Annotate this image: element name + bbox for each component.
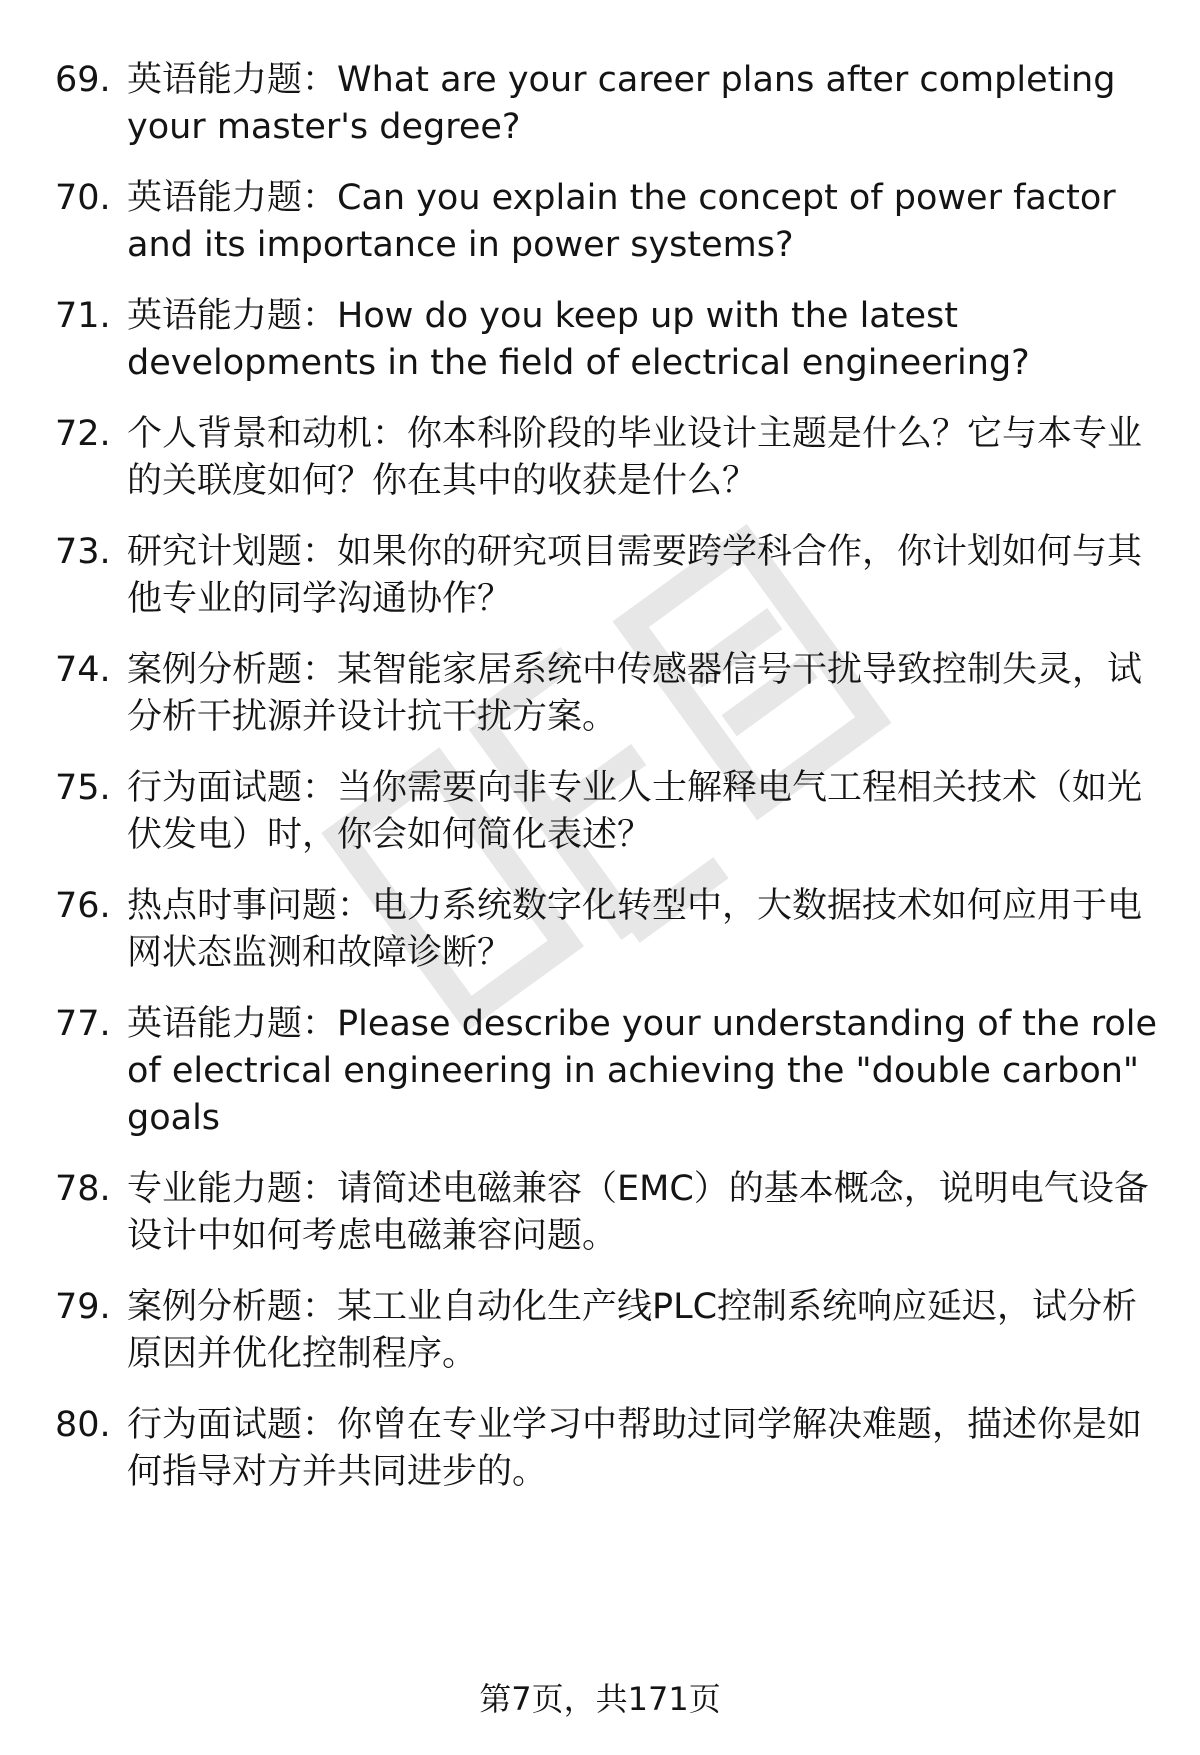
question-number: 74. (55, 650, 111, 690)
question-item-74 (55, 647, 1165, 741)
question-item-73 (55, 529, 1165, 623)
question-text: 案例分析题：某工业自动化生产线PLC控制系统响应延迟，试分析原因并优化控制程序。 (127, 1287, 1138, 1374)
question-item-80 (55, 1402, 1165, 1496)
question-number: 78. (55, 1169, 111, 1209)
question-text: 英语能力题：Can you explain the concept of power factor and its importance in power systems? (127, 178, 1116, 265)
question-item-71 (55, 293, 1165, 387)
question-item-75 (55, 765, 1165, 859)
question-number: 71. (55, 296, 111, 336)
question-number: 73. (55, 532, 111, 572)
question-text: 英语能力题：How do you keep up with the latest developments in the field of electrical engineering? (127, 296, 1030, 383)
question-item-70 (55, 175, 1165, 269)
question-text: 行为面试题：当你需要向非专业人士解释电气工程相关技术（如光伏发电）时，你会如何简化表述？ (127, 768, 1143, 855)
question-number: 72. (55, 414, 111, 454)
question-number: 80. (55, 1405, 111, 1445)
question-text: 热点时事问题：电力系统数字化转型中，大数据技术如何应用于电网状态监测和故障诊断？ (127, 886, 1143, 973)
question-item-78 (55, 1166, 1165, 1260)
question-text: 英语能力题：What are your career plans after completing your master's degree? (127, 60, 1116, 147)
question-text: 专业能力题：请简述电磁兼容（EMC）的基本概念，说明电气设备设计中如何考虑电磁兼容问题。 (127, 1169, 1149, 1256)
question-number: 76. (55, 886, 111, 926)
question-number: 70. (55, 178, 111, 218)
question-item-69 (55, 57, 1165, 151)
question-list (55, 57, 1165, 1520)
question-number: 75. (55, 768, 111, 808)
page-footer: 第7页，共171页 (479, 1680, 721, 1718)
question-text: 行为面试题：你曾在专业学习中帮助过同学解决难题，描述你是如何指导对方并共同进步的。 (127, 1405, 1143, 1492)
question-number: 79. (55, 1287, 111, 1327)
question-text: 英语能力题：Please describe your understanding of the role of electrical engineering in achieving the "double carbon" goals (127, 1004, 1158, 1138)
question-item-79 (55, 1284, 1165, 1378)
question-text: 案例分析题：某智能家居系统中传感器信号干扰导致控制失灵，试分析干扰源并设计抗干扰方案。 (127, 650, 1143, 737)
question-text: 研究计划题：如果你的研究项目需要跨学科合作，你计划如何与其他专业的同学沟通协作？ (127, 532, 1143, 619)
question-text: 个人背景和动机：你本科阶段的毕业设计主题是什么？它与本专业的关联度如何？你在其中的收获是什么？ (127, 414, 1143, 501)
question-number: 69. (55, 60, 111, 100)
question-item-77 (55, 1001, 1165, 1142)
question-item-76 (55, 883, 1165, 977)
question-number: 77. (55, 1004, 111, 1044)
question-item-72 (55, 411, 1165, 505)
